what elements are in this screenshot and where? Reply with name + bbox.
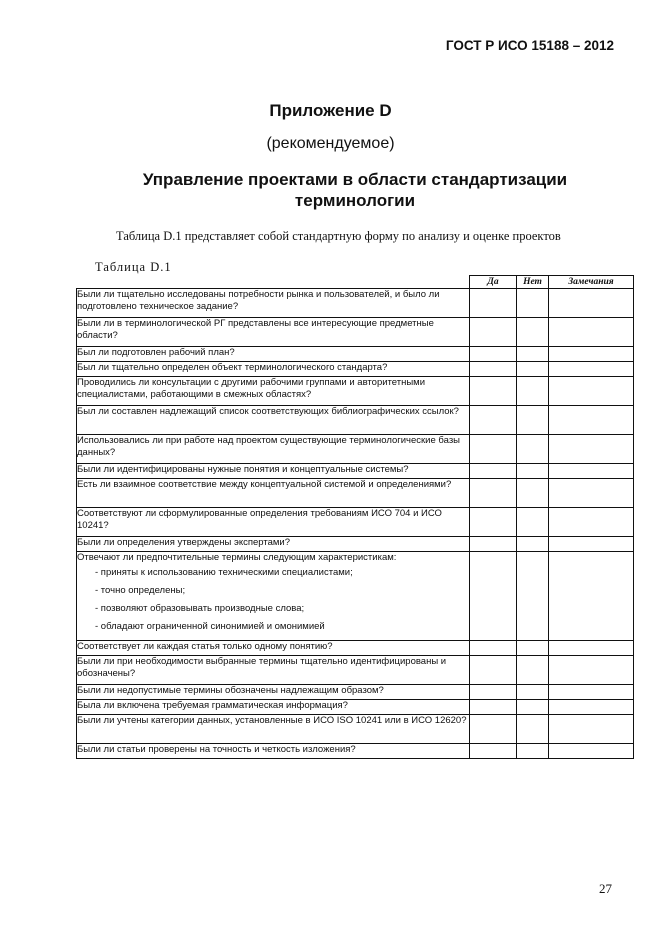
group-item: - точно определены;: [95, 585, 186, 596]
yes-cell[interactable]: [470, 685, 517, 700]
question-cell: Были ли учтены категории данных, установленные в ИСО ISO 10241 или в ИСО 12620?: [77, 715, 470, 744]
yes-cell[interactable]: [470, 715, 517, 744]
no-cell[interactable]: [517, 537, 549, 552]
remarks-cell[interactable]: [549, 537, 634, 552]
no-cell[interactable]: [517, 656, 549, 685]
question-cell: Использовались ли при работе над проектом существующие терминологические базы данных?: [77, 435, 470, 464]
question-cell: Были ли идентифицированы нужные понятия и концептуальные системы?: [77, 464, 470, 479]
remarks-cell[interactable]: [549, 435, 634, 464]
table-row: [77, 362, 634, 377]
header-yes: Да: [470, 276, 517, 289]
question-cell: Соответствуют ли сформулированные определения требованиям ИСО 704 и ИСО 10241?: [77, 508, 470, 537]
question-cell: Соответствует ли каждая статья только одному понятию?: [77, 641, 470, 656]
table-row: [77, 289, 634, 318]
page-number: 27: [599, 881, 612, 896]
yes-cell[interactable]: [470, 406, 517, 435]
question-cell: Были ли статьи проверены на точность и четкость изложения?: [77, 744, 470, 759]
remarks-cell[interactable]: [549, 700, 634, 715]
table-row: [77, 744, 634, 759]
no-cell[interactable]: [517, 744, 549, 759]
no-cell[interactable]: [517, 715, 549, 744]
table-row: [77, 406, 634, 435]
no-cell[interactable]: [517, 347, 549, 362]
group-item: - обладают ограниченной синонимией и омонимией: [95, 621, 325, 632]
yes-cell[interactable]: [470, 744, 517, 759]
remarks-cell[interactable]: [549, 656, 634, 685]
header-blank: [77, 276, 470, 289]
remarks-cell[interactable]: [549, 685, 634, 700]
group-item: - позволяют образовывать производные слова;: [95, 603, 305, 614]
table-row: [77, 318, 634, 347]
section-title: Управление проектами в области стандартизации терминологии: [142, 170, 568, 210]
no-cell[interactable]: [517, 552, 549, 641]
question-cell: Был ли подготовлен рабочий план?: [77, 347, 470, 362]
table-row: [77, 508, 634, 537]
intro-text: Таблица D.1 представляет собой стандартную форму по анализу и оценке проектов: [116, 229, 561, 243]
group-item: - приняты к использованию техническими специалистами;: [95, 567, 353, 578]
table-row: [77, 464, 634, 479]
question-cell: Был ли составлен надлежащий список соответствующих библиографических ссылок?: [77, 406, 470, 435]
header-remarks: Замечания: [549, 276, 634, 289]
yes-cell[interactable]: [470, 347, 517, 362]
yes-cell[interactable]: [470, 435, 517, 464]
question-cell: Были ли тщательно исследованы потребности рынка и пользователей, и было ли подготовлено техническое задание?: [77, 289, 470, 318]
table-row: [77, 435, 634, 464]
no-cell[interactable]: [517, 406, 549, 435]
no-cell[interactable]: [517, 464, 549, 479]
table-row: [77, 347, 634, 362]
yes-cell[interactable]: [470, 537, 517, 552]
remarks-cell[interactable]: [549, 744, 634, 759]
remarks-cell[interactable]: [549, 318, 634, 347]
header-no: Нет: [517, 276, 549, 289]
no-cell[interactable]: [517, 479, 549, 508]
table-caption: Таблица D.1: [95, 260, 172, 274]
yes-cell[interactable]: [470, 641, 517, 656]
no-cell[interactable]: [517, 289, 549, 318]
yes-cell[interactable]: [470, 318, 517, 347]
table-row-group: [77, 552, 634, 641]
remarks-cell[interactable]: [549, 377, 634, 406]
yes-cell[interactable]: [470, 479, 517, 508]
question-cell: Были ли в терминологической РГ представлены все интересующие предметные области?: [77, 318, 470, 347]
table-row: [77, 479, 634, 508]
yes-cell[interactable]: [470, 508, 517, 537]
remarks-cell[interactable]: [549, 552, 634, 641]
question-cell: Был ли тщательно определен объект терминологического стандарта?: [77, 362, 470, 377]
appendix-title: Приложение D: [269, 101, 392, 120]
remarks-cell[interactable]: [549, 464, 634, 479]
yes-cell[interactable]: [470, 464, 517, 479]
no-cell[interactable]: [517, 508, 549, 537]
table-row: [77, 700, 634, 715]
remarks-cell[interactable]: [549, 406, 634, 435]
appendix-subtitle: (рекомендуемое): [266, 135, 395, 152]
yes-cell[interactable]: [470, 362, 517, 377]
remarks-cell[interactable]: [549, 508, 634, 537]
evaluation-form-table: [76, 275, 634, 759]
no-cell[interactable]: [517, 318, 549, 347]
question-cell: Были ли при необходимости выбранные термины тщательно идентифицированы и обозначены?: [77, 656, 470, 685]
table-row: [77, 715, 634, 744]
remarks-cell[interactable]: [549, 347, 634, 362]
no-cell[interactable]: [517, 641, 549, 656]
question-cell: Были ли определения утверждены экспертами?: [77, 537, 470, 552]
group-question: Отвечают ли предпочтительные термины следующим характеристикам:: [77, 552, 397, 563]
yes-cell[interactable]: [470, 289, 517, 318]
table-row: [77, 656, 634, 685]
yes-cell[interactable]: [470, 656, 517, 685]
remarks-cell[interactable]: [549, 715, 634, 744]
yes-cell[interactable]: [470, 552, 517, 641]
table-row: [77, 537, 634, 552]
remarks-cell[interactable]: [549, 362, 634, 377]
question-cell: Были ли недопустимые термины обозначены надлежащим образом?: [77, 685, 470, 700]
remarks-cell[interactable]: [549, 479, 634, 508]
yes-cell[interactable]: [470, 377, 517, 406]
table-row: [77, 685, 634, 700]
no-cell[interactable]: [517, 362, 549, 377]
question-group-cell: [77, 552, 470, 641]
yes-cell[interactable]: [470, 700, 517, 715]
no-cell[interactable]: [517, 435, 549, 464]
no-cell[interactable]: [517, 700, 549, 715]
question-cell: Проводились ли консультации с другими рабочими группами и авторитетными специалистами, работающими в смежных областях?: [77, 377, 470, 406]
table-row: [77, 377, 634, 406]
no-cell[interactable]: [517, 377, 549, 406]
remarks-cell[interactable]: [549, 641, 634, 656]
question-cell: Есть ли взаимное соответствие между концептуальной системой и определениями?: [77, 479, 470, 508]
no-cell[interactable]: [517, 685, 549, 700]
remarks-cell[interactable]: [549, 289, 634, 318]
document-header: ГОСТ Р ИСО 15188 – 2012: [445, 38, 614, 53]
table-row: [77, 641, 634, 656]
question-cell: Была ли включена требуемая грамматическая информация?: [77, 700, 470, 715]
